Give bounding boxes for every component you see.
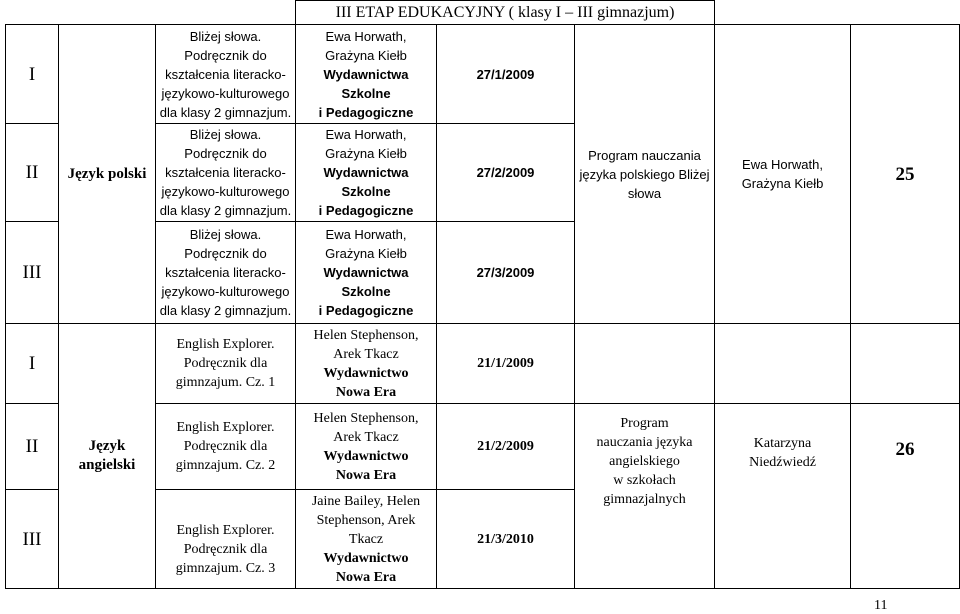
table-row xyxy=(6,324,960,404)
book-line: Podręcznik dla xyxy=(183,356,268,371)
book-line: gimnzajum. Cz. 2 xyxy=(175,458,276,473)
book-line: English Explorer. xyxy=(176,420,275,435)
author-publisher-cell xyxy=(296,222,437,324)
publisher-line: i Pedagogiczne xyxy=(318,203,414,218)
program-line: w szkołach xyxy=(613,473,676,488)
program-author-cell xyxy=(715,404,851,589)
book-line: dla klasy 2 gimnazjum. xyxy=(159,203,292,218)
publisher-line: Wydawnictwa xyxy=(323,165,409,180)
author-publisher-cell xyxy=(296,490,437,589)
stage-title: III ETAP EDUKACYJNY ( klasy I – III gimnazjum) xyxy=(296,1,715,25)
publisher-line: Nowa Era xyxy=(335,384,397,400)
publisher-line: Szkolne xyxy=(341,284,391,299)
curriculum-table xyxy=(5,0,960,589)
textbook-cell xyxy=(156,490,296,589)
author-line: Grażyna Kiełb xyxy=(325,246,407,261)
book-line: Bliżej słowa. xyxy=(189,28,262,44)
author-publisher-cell xyxy=(296,25,437,124)
publisher-line: Szkolne xyxy=(341,184,391,199)
publisher-line: i Pedagogiczne xyxy=(318,303,414,318)
approval-number: 27/2/2009 xyxy=(437,124,575,222)
program-title: Program nauczania języka polskiego Bliżej słowa xyxy=(579,147,710,201)
publisher-line: Wydawnictwa xyxy=(323,265,409,280)
program-cell xyxy=(575,404,715,589)
grade-cell: II xyxy=(6,124,59,222)
publisher-line: Wydawnictwo xyxy=(323,550,409,566)
header-row xyxy=(6,1,960,25)
book-line: kształcenia literacko- xyxy=(165,165,286,180)
book-line: English Explorer. xyxy=(176,337,275,352)
author-line: Helen Stephenson, xyxy=(313,410,419,426)
textbook-cell xyxy=(156,324,296,404)
author-publisher-cell xyxy=(296,124,437,222)
approval-number: 21/3/2010 xyxy=(437,490,575,589)
book-line: językowo-kulturowego xyxy=(161,85,290,101)
approval-number: 27/1/2009 xyxy=(437,25,575,124)
book-line: językowo-kulturowego xyxy=(161,184,290,199)
count-cell: 26 xyxy=(851,404,960,589)
book-line: gimnzajum. Cz. 3 xyxy=(175,561,276,576)
page-number: 11 xyxy=(874,598,888,613)
program-line: angielskiego xyxy=(609,454,680,469)
program-author-cell xyxy=(715,25,851,324)
textbook-cell xyxy=(156,222,296,324)
author-line: Ewa Horwath, xyxy=(325,28,407,44)
book-line: Bliżej słowa. xyxy=(189,127,262,142)
publisher-line: Nowa Era xyxy=(335,467,397,483)
approval-number: 21/2/2009 xyxy=(437,404,575,490)
book-line: English Explorer. xyxy=(176,523,275,538)
book-line: Podręcznik do xyxy=(184,246,267,261)
program-line: nauczania języka xyxy=(596,435,693,450)
book-line: Podręcznik dla xyxy=(183,542,268,557)
grade-cell: I xyxy=(6,25,59,124)
subject-cell: Język angielski xyxy=(59,324,156,589)
author-line: Jaine Bailey, Helen xyxy=(311,493,421,509)
author-line: Ewa Horwath, xyxy=(325,227,407,242)
author-line: Tkacz xyxy=(348,531,384,547)
subject-cell: Język polski xyxy=(59,25,156,324)
publisher-line: i Pedagogiczne xyxy=(318,104,414,120)
author-publisher-cell xyxy=(296,324,437,404)
grade-cell: I xyxy=(6,324,59,404)
book-line: kształcenia literacko- xyxy=(165,265,286,280)
approval-number: 27/3/2009 xyxy=(437,222,575,324)
author-line: Grażyna Kiełb xyxy=(325,47,407,63)
publisher-line: Wydawnictwo xyxy=(323,448,409,464)
book-line: Podręcznik do xyxy=(184,146,267,161)
author-line: Grażyna Kiełb xyxy=(325,146,407,161)
book-line: dla klasy 2 gimnazjum. xyxy=(159,303,292,318)
publisher-line: Nowa Era xyxy=(335,569,397,585)
author-publisher-cell xyxy=(296,404,437,490)
author-line: Ewa Horwath, xyxy=(325,127,407,142)
program-author-line: Niedźwiedź xyxy=(749,455,816,470)
grade-cell: III xyxy=(6,490,59,589)
program-line: gimnazjalnych xyxy=(603,492,686,507)
publisher-line: Wydawnictwo xyxy=(323,365,409,381)
textbook-cell xyxy=(156,124,296,222)
book-line: Podręcznik dla xyxy=(183,439,268,454)
program-cell xyxy=(575,25,715,324)
approval-number: 21/1/2009 xyxy=(437,324,575,404)
grade-cell: III xyxy=(6,222,59,324)
author-line: Arek Tkacz xyxy=(333,346,399,362)
publisher-line: Wydawnictwa xyxy=(323,66,409,82)
author-line: Arek Tkacz xyxy=(333,429,399,445)
author-line: Stephenson, Arek xyxy=(316,512,416,528)
book-line: Podręcznik do xyxy=(184,47,267,63)
book-line: gimnzajum. Cz. 1 xyxy=(175,375,276,390)
count-cell: 25 xyxy=(851,25,960,324)
grade-cell: II xyxy=(6,404,59,490)
book-line: Bliżej słowa. xyxy=(189,227,262,242)
textbook-cell xyxy=(156,404,296,490)
book-line: dla klasy 2 gimnazjum. xyxy=(159,104,292,120)
program-authors: Ewa Horwath, Grażyna Kiełb xyxy=(741,157,824,191)
table-row xyxy=(6,25,960,124)
publisher-line: Szkolne xyxy=(341,85,391,101)
program-author-line: Katarzyna xyxy=(753,436,812,451)
book-line: kształcenia literacko- xyxy=(165,66,286,82)
author-line: Helen Stephenson, xyxy=(313,327,419,343)
program-line: Program xyxy=(620,416,669,431)
book-line: językowo-kulturowego xyxy=(161,284,290,299)
textbook-cell xyxy=(156,25,296,124)
